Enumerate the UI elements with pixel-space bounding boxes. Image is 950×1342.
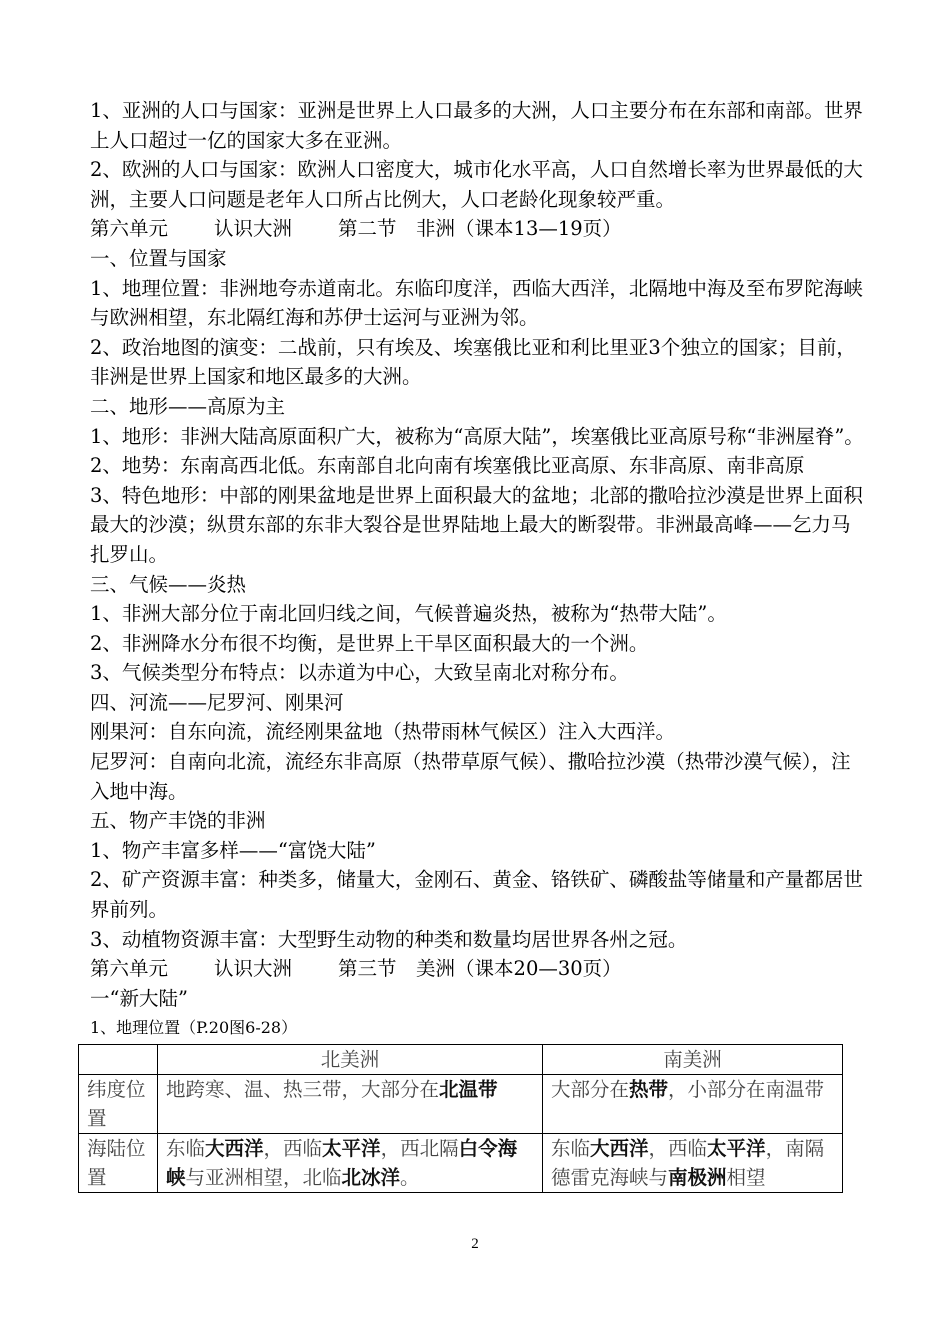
asia-population-paragraph: 1、亚洲的人口与国家：亚洲是世界上人口最多的大洲，人口主要分布在东部和南部。世界上人口超过一亿的国家大多在亚洲。 <box>90 99 863 152</box>
section-heading-africa: 第六单元 认识大洲 第二节 非洲（课本13—19页） <box>90 217 622 241</box>
table-header-north-america: 北美洲 <box>158 1045 543 1075</box>
section-heading-america: 第六单元 认识大洲 第三节 美洲（课本20—30页） <box>90 957 622 981</box>
europe-population-paragraph: 2、欧洲的人口与国家：欧洲人口密度大，城市化水平高，人口自然增长率为世界最低的大洲，主要人口问题是老年人口所占比例大，人口老龄化现象较严重。 <box>90 158 863 211</box>
table-header-south-america: 南美洲 <box>543 1045 843 1075</box>
africa-line: 2、矿产资源丰富：种类多，储量大，金刚石、黄金、铬铁矿、磷酸盐等储量和产量都居世界前列。 <box>90 868 863 922</box>
cell-south-america-sea-land: 东临大西洋，西临太平洋，南隔德雷克海峡与南极洲相望 <box>543 1134 843 1193</box>
africa-line: 2、地势：东南高西北低。东南部自北向南有埃塞俄比亚高原、东非高原、南非高原 <box>90 454 805 478</box>
table-row <box>79 1075 843 1134</box>
africa-line: 二、地形——高原为主 <box>90 394 286 418</box>
cell-north-america-sea-land: 东临大西洋，西临太平洋，西北隔白令海峡与亚洲相望，北临北冰洋。 <box>158 1134 543 1193</box>
africa-line: 五、物产丰饶的非洲 <box>90 809 266 833</box>
africa-line: 3、动植物资源丰富：大型野生动物的种类和数量均居世界各州之冠。 <box>90 927 688 951</box>
africa-line: 1、地形：非洲大陆高原面积广大，被称为“高原大陆”，埃塞俄比亚高原号称“非洲屋脊”。 <box>90 424 864 448</box>
africa-line: 一、位置与国家 <box>90 246 227 270</box>
table-row <box>79 1134 843 1193</box>
africa-line: 尼罗河：自南向北流，流经东非高原（热带草原气候）、撒哈拉沙漠（热带沙漠气候），注入地中海。 <box>90 750 851 803</box>
africa-line: 3、特色地形：中部的刚果盆地是世界上面积最大的盆地；北部的撒哈拉沙漠是世界上面积最大的沙漠；纵贯东部的东非大裂谷是世界陆地上最大的断裂带。非洲最高峰——乞力马扎罗山。 <box>90 483 863 566</box>
table-header-row <box>79 1045 843 1075</box>
cell-north-america-latitude: 地跨寒、温、热三带，大部分在北温带 <box>158 1075 543 1134</box>
africa-line: 刚果河：自东向流，流经刚果盆地（热带雨林气候区）注入大西洋。 <box>90 720 676 744</box>
africa-line: 3、气候类型分布特点：以赤道为中心，大致呈南北对称分布。 <box>90 661 629 685</box>
africa-line: 2、政治地图的演变：二战前，只有埃及、埃塞俄比亚和利比里亚3个独立的国家；目前，非洲是世界上国家和地区最多的大洲。 <box>90 335 856 389</box>
africa-line: 四、河流——尼罗河、刚果河 <box>90 690 344 714</box>
africa-line: 2、非洲降水分布很不均衡，是世界上干旱区面积最大的一个洲。 <box>90 631 649 655</box>
row-label-latitude: 纬度位置 <box>79 1075 158 1134</box>
america-heading: 一“新大陆” <box>90 986 188 1010</box>
africa-line: 1、地理位置：非洲地夸赤道南北。东临印度洋，西临大西洋，北隔地中海及至布罗陀海峡与欧洲相望，东北隔红海和苏伊士运河与亚洲为邻。 <box>90 276 863 330</box>
page-number: 2 <box>471 1236 479 1252</box>
africa-line: 1、物产丰富多样——“富饶大陆” <box>90 838 376 862</box>
africa-line: 三、气候——炎热 <box>90 572 247 596</box>
document-body <box>90 96 865 1041</box>
america-subheading: 1、地理位置（P.20图6-28） <box>90 1018 298 1038</box>
table-corner-cell <box>79 1045 158 1075</box>
cell-south-america-latitude: 大部分在热带，小部分在南温带 <box>543 1075 843 1134</box>
row-label-sea-land: 海陆位置 <box>79 1134 158 1193</box>
africa-line: 1、非洲大部分位于南北回归线之间，气候普遍炎热，被称为“热带大陆”。 <box>90 602 727 626</box>
america-location-table <box>78 1044 843 1193</box>
